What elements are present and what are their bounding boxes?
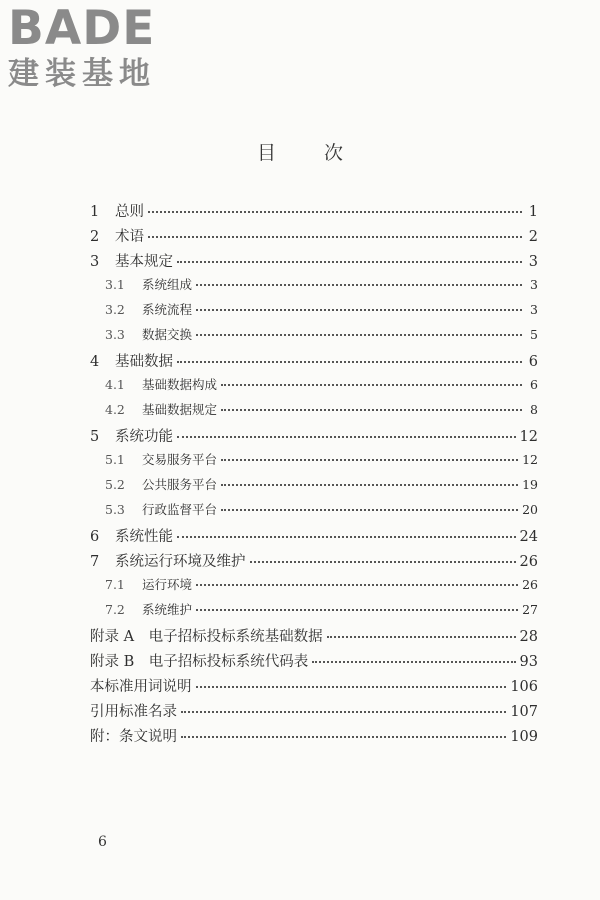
- dot-leader: [196, 609, 518, 611]
- toc-entry-page: 2: [528, 229, 538, 245]
- toc-entry-page: 1: [528, 204, 538, 220]
- toc-entry-number: 4.1: [105, 377, 125, 392]
- toc-entry-number: 4.2: [105, 402, 125, 417]
- dot-leader: [327, 636, 516, 638]
- toc-entry[interactable]: [90, 650, 538, 675]
- toc-entry-page: 28: [519, 629, 538, 645]
- toc-entry-page: 109: [510, 729, 538, 745]
- toc-entry-page: 5: [530, 327, 538, 342]
- toc-entry-label: 系统功能: [115, 429, 173, 445]
- toc-entry-label: 术语: [115, 229, 144, 245]
- dot-leader: [177, 261, 522, 263]
- toc-entry-page: 27: [522, 602, 538, 617]
- toc-entry-page: 6: [528, 354, 538, 370]
- toc-entry-number: 5.2: [105, 477, 125, 492]
- toc-entry-page: 26: [522, 577, 538, 592]
- toc-entry[interactable]: [90, 300, 538, 325]
- toc-entry-page: 12: [519, 429, 538, 445]
- dot-leader: [181, 736, 506, 738]
- dot-leader: [148, 236, 522, 238]
- toc-entry[interactable]: [90, 375, 538, 400]
- logo-text-cn: 建装基地: [8, 56, 156, 92]
- dot-leader: [196, 584, 518, 586]
- dot-leader: [196, 309, 522, 311]
- dot-leader: [196, 284, 522, 286]
- toc-entry-number: 1: [90, 204, 100, 220]
- toc-entry-page: 3: [530, 277, 538, 292]
- toc-entry[interactable]: [90, 275, 538, 300]
- page-number: 6: [98, 834, 107, 850]
- toc-entry[interactable]: [90, 725, 538, 750]
- dot-leader: [196, 334, 522, 336]
- toc-entry-number: 3.2: [105, 302, 125, 317]
- toc-entry[interactable]: [90, 575, 538, 600]
- toc-entry[interactable]: [90, 450, 538, 475]
- toc-entry-page: 19: [522, 477, 538, 492]
- toc-entry-label: 数据交换: [142, 327, 193, 342]
- toc-entry-number: 5: [90, 429, 100, 445]
- toc-entry-label: 引用标准名录: [90, 704, 177, 720]
- toc-entry[interactable]: [90, 475, 538, 500]
- dot-leader: [221, 509, 518, 511]
- logo-text-en: BADE: [8, 1, 156, 56]
- page-title: [0, 138, 600, 165]
- toc-entry-number: 4: [90, 354, 100, 370]
- toc-entry-label: 基础数据: [115, 354, 173, 370]
- toc-entry-page: 3: [530, 302, 538, 317]
- dot-leader: [177, 436, 516, 438]
- dot-leader: [148, 211, 522, 213]
- toc-entry[interactable]: [90, 425, 538, 450]
- dot-leader: [312, 661, 515, 663]
- toc-entry-label: 附录 B 电子招标投标系统代码表: [90, 654, 309, 670]
- toc-entry[interactable]: [90, 500, 538, 525]
- toc-entry-page: 106: [510, 679, 538, 695]
- toc-entry[interactable]: [90, 700, 538, 725]
- toc-entry-label: 系统组成: [142, 277, 193, 292]
- toc-entry[interactable]: [90, 350, 538, 375]
- toc-entry-label: 本标准用词说明: [90, 679, 192, 695]
- toc-entry-label: 行政监督平台: [142, 502, 218, 517]
- dot-leader: [177, 361, 522, 363]
- toc-entry-number: 7.2: [105, 602, 125, 617]
- toc-entry[interactable]: [90, 675, 538, 700]
- toc-entry-number: 7.1: [105, 577, 125, 592]
- toc-entry-label: 基础数据构成: [142, 377, 218, 392]
- toc-entry-number: 3: [90, 254, 100, 270]
- toc-entry[interactable]: [90, 525, 538, 550]
- toc-entry[interactable]: [90, 600, 538, 625]
- toc-entry-page: 26: [519, 554, 538, 570]
- logo: [8, 1, 178, 92]
- toc-entry[interactable]: [90, 200, 538, 225]
- toc-entry-number: 5.1: [105, 452, 125, 467]
- dot-leader: [221, 459, 518, 461]
- toc-entry-page: 93: [519, 654, 538, 670]
- toc-entry-label: 总则: [115, 204, 144, 220]
- toc-entry-label: 系统运行环境及维护: [115, 554, 246, 570]
- toc-entry[interactable]: [90, 400, 538, 425]
- toc-entry-number: 3.3: [105, 327, 125, 342]
- toc-entry-number: 2: [90, 229, 100, 245]
- toc-entry-number: 5.3: [105, 502, 125, 517]
- toc-entry[interactable]: [90, 225, 538, 250]
- toc-entry[interactable]: [90, 250, 538, 275]
- title-char-1: 目: [256, 142, 276, 164]
- dot-leader: [177, 536, 516, 538]
- toc-entry-label: 交易服务平台: [142, 452, 218, 467]
- title-char-2: 次: [324, 142, 344, 164]
- dot-leader: [221, 409, 522, 411]
- toc-entry-page: 6: [530, 377, 538, 392]
- table-of-contents: [90, 200, 538, 750]
- toc-entry-page: 8: [530, 402, 538, 417]
- toc-entry-page: 3: [528, 254, 538, 270]
- toc-entry-number: 3.1: [105, 277, 125, 292]
- toc-entry[interactable]: [90, 625, 538, 650]
- toc-entry-label: 系统流程: [142, 302, 193, 317]
- toc-entry-number: 6: [90, 529, 100, 545]
- dot-leader: [221, 484, 518, 486]
- toc-entry-page: 107: [510, 704, 538, 720]
- toc-entry-page: 12: [522, 452, 538, 467]
- toc-entry-page: 24: [519, 529, 538, 545]
- dot-leader: [196, 686, 507, 688]
- toc-entry-label: 运行环境: [142, 577, 193, 592]
- toc-entry-label: 基础数据规定: [142, 402, 218, 417]
- toc-entry-label: 基本规定: [115, 254, 173, 270]
- toc-entry-page: 20: [522, 502, 538, 517]
- toc-entry-label: 系统性能: [115, 529, 173, 545]
- toc-entry[interactable]: [90, 325, 538, 350]
- dot-leader: [221, 384, 522, 386]
- toc-entry-label: 公共服务平台: [142, 477, 218, 492]
- toc-entry-label: 附录 A 电子招标投标系统基础数据: [90, 629, 323, 645]
- toc-entry[interactable]: [90, 550, 538, 575]
- dot-leader: [181, 711, 506, 713]
- toc-entry-label: 系统维护: [142, 602, 193, 617]
- toc-entry-number: 7: [90, 554, 100, 570]
- toc-entry-label: 附：条文说明: [90, 729, 177, 745]
- dot-leader: [250, 561, 516, 563]
